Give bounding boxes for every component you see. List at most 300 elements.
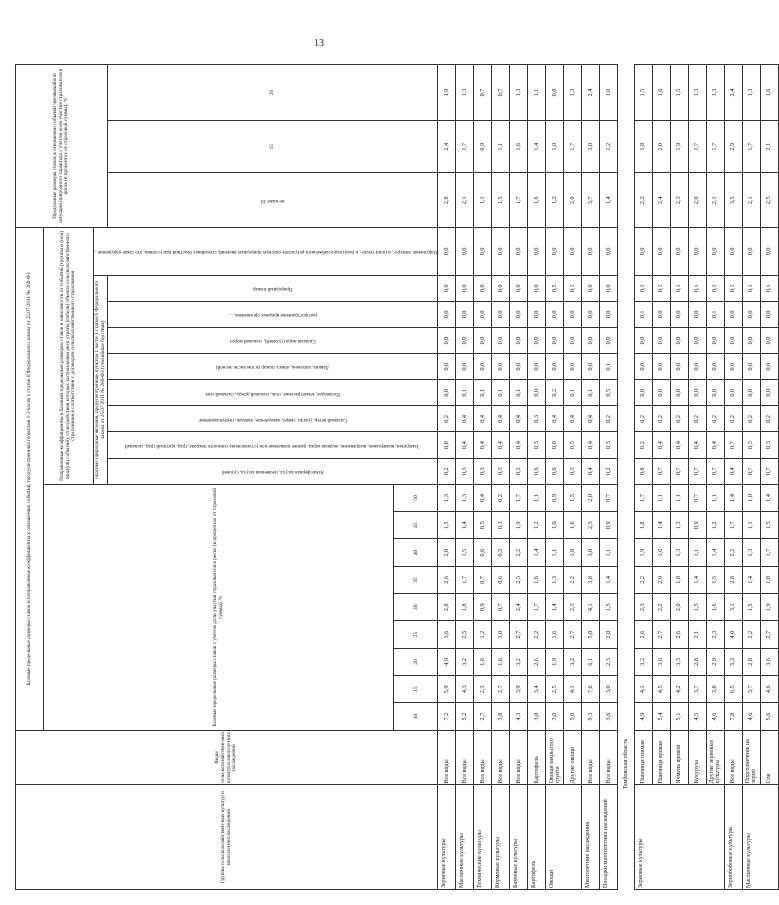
coef-cell: 0,0 [670, 354, 688, 380]
coef-cell: 0,0 [564, 327, 582, 353]
header-coef-col-2 [108, 406, 438, 432]
base-rate-cell: 0,3 [492, 512, 510, 539]
header-ext-col-2 [108, 65, 438, 121]
pests-cell: 0,0 [546, 228, 564, 276]
base-rate-cell: 1,7 [456, 566, 474, 593]
coef-cell: 0,0 [670, 380, 688, 406]
base-rate-cell: 1,2 [474, 621, 492, 648]
base-rate-cell: 1,5 [760, 512, 778, 539]
base-rate-cell: 3,2 [510, 648, 528, 675]
coef-cell: 0,0 [688, 327, 706, 353]
coef-cell: 0,3 [492, 458, 510, 484]
coef-cell: 0,1 [742, 275, 760, 301]
coef-cell: 0,1 [474, 380, 492, 406]
base-rate-cell: 3,0 [528, 703, 546, 730]
base-rate-cell: 1,5 [564, 484, 582, 511]
coef-cell: 0,8 [634, 458, 652, 484]
base-rate-cell: 3,7 [742, 676, 760, 703]
base-rate-cell: 2,0 [582, 484, 600, 511]
coef-cell: 0,0 [600, 327, 618, 353]
header-ded-col-7: 45 [394, 512, 438, 539]
coef-cell: 0,0 [634, 327, 652, 353]
base-rate-cell: 1,1 [528, 484, 546, 511]
row-type: Картофель [528, 730, 546, 785]
coef-cell: 0,0 [670, 327, 688, 353]
base-rate-cell: 0,2 [492, 484, 510, 511]
row-type: Все виды [438, 730, 456, 785]
coef-cell: 0,1 [760, 275, 778, 301]
base-rate-cell: 5,3 [724, 648, 742, 675]
pests-cell: 0,0 [688, 228, 706, 276]
coef-cell: 0,2 [600, 458, 618, 484]
coef-cell: 0,1 [706, 301, 724, 327]
extreme-cell: 1,3 [706, 65, 724, 121]
base-rate-cell: 0,9 [546, 484, 564, 511]
header-ded-col-3: 25 [394, 621, 438, 648]
coef-cell: 0,4 [474, 432, 492, 458]
base-rate-cell: 2,3 [510, 566, 528, 593]
extreme-cell: 1,6 [528, 173, 546, 228]
pests-cell: 0,0 [724, 228, 742, 276]
coef-cell: 0,0 [742, 380, 760, 406]
coef-cell: 0,0 [492, 301, 510, 327]
base-rate-cell: 3,6 [438, 621, 456, 648]
base-rate-cell: 5,9 [438, 676, 456, 703]
extreme-cell: 1,7 [564, 121, 582, 173]
extreme-cell: 0,9 [474, 121, 492, 173]
base-rate-cell: 3,2 [456, 648, 474, 675]
row-group: Бахчевые культуры [510, 785, 528, 890]
base-rate-cell: 1,6 [528, 566, 546, 593]
base-rate-cell: 2,6 [438, 566, 456, 593]
coef-cell: 0,4 [492, 406, 510, 432]
base-rate-cell: 5,4 [652, 703, 670, 730]
table-row [510, 65, 528, 890]
extreme-cell: 1,7 [688, 121, 706, 173]
base-rate-cell: 1,9 [510, 512, 528, 539]
extreme-cell: 2,9 [724, 121, 742, 173]
header-coef-col-text: Заморозки, вымерзание, выпревание, ледяная корка, раннее появление или установление снежного покрова, град, крупный град, сильный [125, 442, 420, 448]
base-rate-cell: 1,4 [652, 512, 670, 539]
base-rate-cell: 4,9 [634, 703, 652, 730]
header-coef-col-5 [108, 327, 438, 353]
header-ext-col-1 [108, 121, 438, 173]
table-row [456, 65, 474, 890]
row-group: Зерновые культуры [634, 785, 724, 890]
coef-cell: 0,0 [456, 354, 474, 380]
extreme-cell: 1,7 [456, 121, 474, 173]
coef-cell: 0,2 [742, 406, 760, 432]
coef-cell: 0,7 [760, 458, 778, 484]
header-ext-col-0 [108, 173, 438, 228]
base-rate-cell: 1,1 [600, 539, 618, 566]
extreme-cell: 1,0 [546, 121, 564, 173]
base-rate-cell: 1,7 [634, 484, 652, 511]
base-rate-cell: 2,9 [706, 648, 724, 675]
base-rate-cell: 5,2 [456, 703, 474, 730]
row-type: Подсолнечник на зерно [742, 730, 760, 785]
header-ded-col-5: 35 [394, 566, 438, 593]
base-rate-cell: 1,1 [546, 539, 564, 566]
base-rate-cell: 2,5 [456, 621, 474, 648]
base-rate-cell: 0,7 [492, 594, 510, 621]
table-row [492, 65, 510, 890]
base-rate-cell: 0,9 [474, 594, 492, 621]
pests-cell: 0,0 [760, 228, 778, 276]
extreme-cell: 1,2 [600, 121, 618, 173]
header-culture-group: Группы сельскохозяйствен-ных культур и многолетних насаждений [16, 785, 438, 890]
row-type: Все виды [492, 730, 510, 785]
coef-cell: 0,0 [582, 301, 600, 327]
base-rate-cell: 1,1 [652, 484, 670, 511]
base-rate-cell: 1,1 [706, 484, 724, 511]
base-rate-cell: 1,8 [564, 539, 582, 566]
base-rate-cell: 9,3 [582, 703, 600, 730]
base-rate-cell: 4,6 [760, 676, 778, 703]
header-coef-col-6 [108, 301, 438, 327]
coef-cell: 0,7 [706, 458, 724, 484]
coef-cell: 0,0 [546, 432, 564, 458]
base-rate-cell: 2,7 [760, 621, 778, 648]
base-rate-cell: 1,7 [760, 539, 778, 566]
coef-cell: 0,0 [688, 354, 706, 380]
table-row [688, 65, 706, 890]
coef-cell: 0,0 [652, 380, 670, 406]
base-rate-cell: 2,5 [546, 676, 564, 703]
coef-cell: 0,0 [492, 327, 510, 353]
row-type: Овощи закрытого грунта [546, 730, 564, 785]
coef-cell: 0,0 [438, 301, 456, 327]
base-rate-cell: 2,2 [724, 539, 742, 566]
table-row [634, 65, 652, 890]
row-group: Технические культуры [474, 785, 492, 890]
pests-cell: 0,0 [510, 228, 528, 276]
coef-cell: 0,0 [474, 327, 492, 353]
extreme-cell: 1,3 [456, 65, 474, 121]
row-group: Овощи [546, 785, 582, 890]
coef-cell: 0,3 [456, 458, 474, 484]
pests-cell: 0,0 [474, 228, 492, 276]
base-rate-cell: 1,6 [652, 539, 670, 566]
header-pests-text: Нарушение электро-, и (или) тепло-, и (или) водоснабжения в результате опасных природных явлений, стихийных бедствий при условии, что такое нарушение... [94, 249, 437, 255]
row-group: Посадки многолетних насаждений [600, 785, 618, 890]
row-group: Масличные культуры [742, 785, 778, 890]
base-rate-cell: 2,0 [652, 566, 670, 593]
base-rate-cell: 2,6 [670, 621, 688, 648]
coef-cell: 0,0 [760, 327, 778, 353]
base-rate-cell: 4,1 [582, 594, 600, 621]
row-type: Все виды [456, 730, 474, 785]
coef-cell: 0,2 [760, 406, 778, 432]
coef-cell: 0,3 [528, 432, 546, 458]
coef-cell: 0,1 [456, 380, 474, 406]
coef-cell: 0,0 [742, 301, 760, 327]
base-rate-cell: 1,6 [474, 648, 492, 675]
extreme-cell: 3,7 [582, 173, 600, 228]
row-type: Все виды [600, 730, 618, 785]
base-rate-cell: 0,7 [474, 566, 492, 593]
base-rate-cell: 1,0 [492, 621, 510, 648]
region-title: Тамбовская область [618, 65, 635, 890]
extreme-cell: 2,0 [564, 173, 582, 228]
row-group: Картофель [528, 785, 546, 890]
header-coefficients-title: Поправочные коэффициенты к базовым предельным размерам ставок в зависимости от событий (группы и (или) вида(ов) событий), от воздействия которых застрахованы риск утраты (гибели) объекта сельскохозяйственного страхования в соответствии с договором сельскохозяйственного страхования [44, 228, 94, 485]
base-rate-cell: 2,7 [474, 703, 492, 730]
extreme-cell: 2,4 [724, 65, 742, 121]
base-rate-cell: 2,3 [634, 594, 652, 621]
coef-cell: 0,4 [706, 432, 724, 458]
base-rate-cell: 1,8 [670, 566, 688, 593]
row-type: Другие зерновые культуры [706, 730, 724, 785]
base-rate-cell: 4,1 [634, 676, 652, 703]
row-group: Кормовые культуры [492, 785, 510, 890]
base-rate-cell: 1,1 [688, 539, 706, 566]
base-rate-cell: 2,2 [742, 621, 760, 648]
coef-cell: 0,0 [474, 275, 492, 301]
coef-cell: 0,0 [510, 327, 528, 353]
row-type: Все виды [474, 730, 492, 785]
row-type: Все виды [724, 730, 742, 785]
header-coef-col-text: Половодье, землетрясение, сель, сильный дождь, сильный снег [205, 390, 340, 396]
coef-cell: 0,2 [688, 406, 706, 432]
base-rate-cell: 2,7 [510, 621, 528, 648]
coef-cell: 0,0 [528, 275, 546, 301]
pests-cell: 0,0 [600, 228, 618, 276]
table-row [742, 65, 760, 890]
extreme-cell: 2,5 [760, 173, 778, 228]
base-rate-cell: 1,6 [706, 594, 724, 621]
table-row [474, 65, 492, 890]
base-rate-cell: 2,2 [652, 594, 670, 621]
coef-cell: 0,2 [634, 406, 652, 432]
coef-cell: 0,4 [582, 458, 600, 484]
coef-cell: 0,0 [742, 327, 760, 353]
pests-cell: 0,0 [634, 228, 652, 276]
base-rate-cell: 4,5 [688, 703, 706, 730]
extreme-cell: 2,0 [652, 121, 670, 173]
base-rate-cell: 2,7 [652, 621, 670, 648]
base-rate-cell: 1,4 [706, 539, 724, 566]
extreme-cell: 1,4 [600, 173, 618, 228]
base-rate-cell: 4,2 [670, 676, 688, 703]
base-rate-cell: 1,4 [688, 566, 706, 593]
extreme-cell: 2,4 [438, 121, 456, 173]
base-rate-cell: 2,3 [582, 512, 600, 539]
coef-cell: 0,1 [724, 275, 742, 301]
coef-cell: 0,7 [742, 458, 760, 484]
base-rate-cell: 4,9 [438, 648, 456, 675]
coef-cell: 0,1 [688, 275, 706, 301]
coef-cell: 0,5 [564, 432, 582, 458]
base-rate-cell: 1,7 [724, 512, 742, 539]
base-rate-cell: 1,6 [492, 648, 510, 675]
base-rate-cell: 1,4 [760, 484, 778, 511]
coef-cell: 0,4 [474, 406, 492, 432]
coef-cell: 0,3 [564, 458, 582, 484]
coef-cell: 0,3 [510, 458, 528, 484]
extreme-cell: 1,3 [510, 65, 528, 121]
base-rate-cell: 2,0 [670, 594, 688, 621]
base-rate-cell: 2,6 [528, 648, 546, 675]
header-ext-col-text: 20 [268, 89, 275, 96]
coef-cell: 0,7 [724, 432, 742, 458]
coef-cell: 0,0 [456, 327, 474, 353]
coef-cell: 0,3 [742, 432, 760, 458]
base-rate-cell: 3,6 [760, 648, 778, 675]
base-rate-cell: 1,9 [546, 648, 564, 675]
base-rate-cell: 3,0 [582, 539, 600, 566]
base-rate-cell: 2,1 [688, 621, 706, 648]
base-rate-cell: 3,4 [528, 676, 546, 703]
header-ext-col-text: 15 [268, 144, 275, 150]
coef-cell: 0,0 [528, 327, 546, 353]
extreme-cell: 2,4 [582, 65, 600, 121]
base-rate-cell: 0,5 [492, 539, 510, 566]
base-rate-cell: 5,1 [670, 703, 688, 730]
header-extreme-title: Предельные размеры ставок в отношении событий чрезвычайной ситуации природного характера с учетом доли участия страхователя в риске (в процентах от страховой суммы), % [16, 65, 108, 228]
coef-cell: 0,0 [510, 301, 528, 327]
row-type: Соя [760, 730, 778, 785]
coef-cell: 0,4 [510, 406, 528, 432]
coef-cell: 0,0 [652, 354, 670, 380]
header-coef-col-3 [108, 380, 438, 406]
coef-cell: 0,6 [528, 458, 546, 484]
coef-cell: 0,0 [600, 275, 618, 301]
coef-cell: 0,5 [546, 275, 564, 301]
extreme-cell: 3,0 [582, 121, 600, 173]
header-pests [94, 228, 438, 276]
header-coef-col-7 [108, 275, 438, 301]
coef-cell: 0,0 [634, 380, 652, 406]
coef-cell: 0,4 [456, 432, 474, 458]
base-rate-cell: 5,0 [582, 621, 600, 648]
coef-cell: 0,1 [510, 380, 528, 406]
extreme-cell: 1,6 [652, 65, 670, 121]
base-rate-cell: 1,3 [438, 484, 456, 511]
coef-cell: 0,0 [438, 380, 456, 406]
header-ded-col-4: 30 [394, 594, 438, 621]
coef-cell: 0,0 [742, 354, 760, 380]
extreme-cell: 0,8 [546, 65, 564, 121]
header-coef-col-text: Сильная жара (суховей), сильный мороз [229, 338, 316, 344]
coef-cell: 0,0 [706, 380, 724, 406]
extreme-cell: 1,7 [742, 121, 760, 173]
extreme-cell: 2,2 [634, 173, 652, 228]
coef-cell: 0,0 [688, 380, 706, 406]
extreme-cell: 2,3 [670, 173, 688, 228]
base-rate-cell: 2,8 [724, 566, 742, 593]
base-rate-cell: 3,6 [600, 703, 618, 730]
base-rate-cell: 1,3 [742, 539, 760, 566]
extreme-cell: 1,9 [438, 65, 456, 121]
coef-cell: 0,0 [438, 354, 456, 380]
header-ded-col-1: 15 [394, 676, 438, 703]
extreme-cell: 2,1 [742, 173, 760, 228]
coef-cell: 0,1 [600, 354, 618, 380]
base-rate-cell: 2,8 [688, 648, 706, 675]
table-row [528, 65, 546, 890]
base-rate-cell: 4,6 [742, 703, 760, 730]
base-rate-cell: 0,9 [600, 512, 618, 539]
coef-cell: 0,0 [528, 380, 546, 406]
base-rate-cell: 4,3 [510, 703, 528, 730]
base-rate-cell: 1,9 [760, 594, 778, 621]
coef-cell: 0,3 [600, 432, 618, 458]
extreme-cell: 1,3 [688, 65, 706, 121]
header-ext-col-text: не ниже 10 [260, 198, 285, 203]
extreme-cell: 1,2 [546, 173, 564, 228]
row-type: Все виды [582, 730, 600, 785]
base-rate-cell: 1,5 [706, 566, 724, 593]
coef-cell: 0,0 [438, 327, 456, 353]
coef-cell: 0,0 [456, 275, 474, 301]
coef-cell: 0,0 [760, 354, 778, 380]
base-rate-cell: 2,2 [564, 566, 582, 593]
base-rate-cell: 1,2 [528, 512, 546, 539]
base-rate-cell: 2,3 [600, 648, 618, 675]
base-rate-cell: 1,5 [456, 539, 474, 566]
coef-cell: 0,2 [670, 406, 688, 432]
extreme-cell: 1,7 [706, 121, 724, 173]
base-rate-cell: 1,5 [742, 594, 760, 621]
base-rate-cell: 3,1 [724, 594, 742, 621]
base-rate-cell: 2,4 [510, 594, 528, 621]
pests-cell: 0,0 [670, 228, 688, 276]
header-ded-col-0: 10 [394, 703, 438, 730]
extreme-cell: 1,4 [528, 121, 546, 173]
coef-cell: 0,0 [564, 301, 582, 327]
base-rate-cell: 7,6 [582, 676, 600, 703]
base-rate-cell: 6,5 [724, 676, 742, 703]
base-rate-cell: 1,8 [760, 566, 778, 593]
base-rate-cell: 7,2 [438, 703, 456, 730]
pests-cell: 0,0 [652, 228, 670, 276]
base-rate-cell: 2,2 [510, 539, 528, 566]
coef-cell: 0,4 [582, 432, 600, 458]
base-rate-cell: 0,7 [688, 484, 706, 511]
coef-cell: 0,3 [528, 406, 546, 432]
extreme-cell: 2,1 [456, 173, 474, 228]
base-rate-cell: 1,4 [724, 484, 742, 511]
base-rate-cell: 1,9 [634, 539, 652, 566]
base-rate-cell: 1,0 [742, 484, 760, 511]
row-group: Многолетние насаждения [582, 785, 600, 890]
extreme-cell: 1,6 [760, 65, 778, 121]
coef-cell: 0,4 [510, 432, 528, 458]
base-rate-cell: 1,3 [546, 566, 564, 593]
coef-cell: 0,4 [652, 432, 670, 458]
base-rate-cell: 1,4 [456, 512, 474, 539]
rotated-table-container [15, 64, 773, 890]
base-rate-cell: 1,0 [546, 512, 564, 539]
coef-cell: 0,0 [724, 380, 742, 406]
base-rate-cell: 1,2 [706, 512, 724, 539]
base-rate-cell: 3,8 [492, 703, 510, 730]
base-rate-cell: 0,6 [474, 539, 492, 566]
row-type: Ячмень яровой [670, 730, 688, 785]
extreme-cell: 1,3 [564, 65, 582, 121]
header-base-rates: Базовые предельные размеры ставок с учетом доли участия страхователя в риске (в процентах от страховой суммы), % [44, 484, 394, 730]
document-page [15, 64, 773, 890]
base-rate-cell: 0,5 [474, 512, 492, 539]
base-rate-cell: 1,6 [546, 621, 564, 648]
base-rate-cell: 0,4 [474, 484, 492, 511]
coef-cell: 0,0 [706, 354, 724, 380]
pests-cell: 0,0 [456, 228, 474, 276]
page-number: 13 [314, 38, 324, 49]
base-rate-cell: 5,6 [760, 703, 778, 730]
extreme-cell: 1,5 [634, 65, 652, 121]
